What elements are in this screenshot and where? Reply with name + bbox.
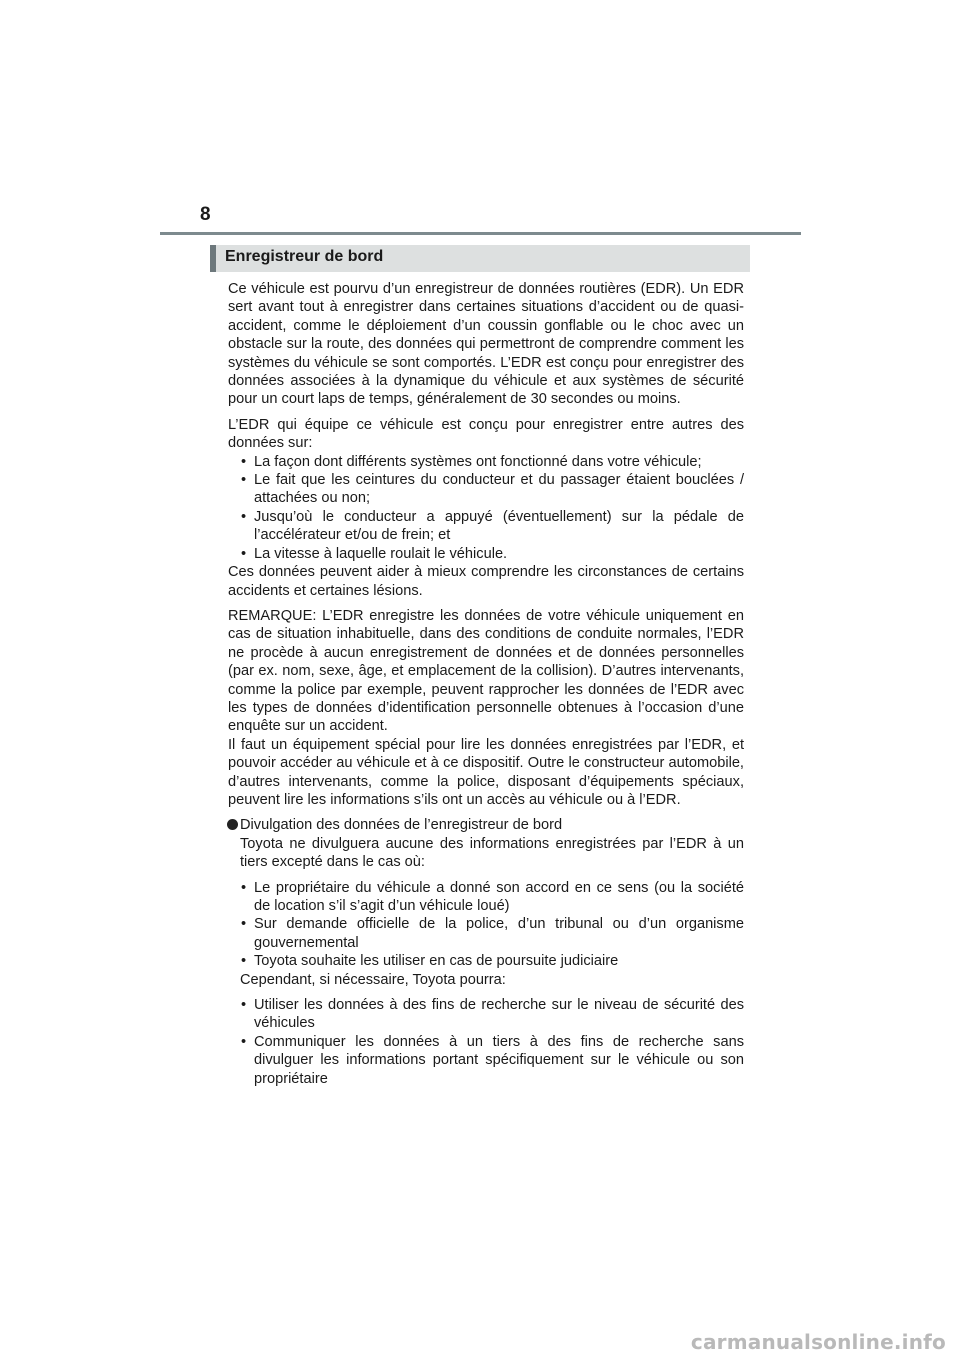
list-item: • Jusqu’où le conducteur a appuyé (éventuellement) sur la pédale de l’accélérateur et/ou de frein; et — [241, 508, 744, 545]
header-rule — [160, 232, 801, 235]
list-item: • Utiliser les données à des fins de recherche sur le niveau de sécurité des véhicules — [241, 996, 744, 1033]
paragraph-remark: REMARQUE: L’EDR enregistre les données de votre véhicule uniquement en cas de situation inhabituelle, dans des conditions de conduite normales, l’EDR ne procède à aucun enregistrement de données et de données personnelles (par ex. nom, sexe, âge, et emplacement de la collision). D’autres intervenants, comme la police par exemple, peuvent rapprocher les données de l’EDR avec les types de données d’identification personnelle obtenues à l’occasion d’une enquête sur un accident. — [228, 607, 744, 735]
toyota-uses-list — [240, 996, 744, 1088]
list-item: • Le propriétaire du véhicule a donné son accord en ce sens (ou la société de location s’il s’agit d’un véhicule loué) — [241, 879, 744, 916]
list-item: • Le fait que les ceintures du conducteur et du passager étaient bouclées / attachées ou non; — [241, 471, 744, 508]
disclosure-conditions-list — [240, 879, 744, 971]
paragraph-however: Cependant, si nécessaire, Toyota pourra: — [240, 971, 506, 988]
paragraph-disclosure: Toyota ne divulguera aucune des informations enregistrées par l’EDR à un tiers excepté dans le cas où: — [240, 835, 744, 871]
paragraph-circumstances: Ces données peuvent aider à mieux comprendre les circonstances de certains accidents et certaines lésions. — [228, 564, 744, 599]
round-bullet-icon — [227, 819, 238, 830]
subsection-title: Divulgation des données de l’enregistreur de bord — [240, 817, 563, 834]
subsection-body — [228, 835, 744, 1088]
body-text — [228, 280, 744, 1088]
paragraph-intro: Ce véhicule est pourvu d’un enregistreur de données routières (EDR). Un EDR sert avant tout à enregistrer dans certaines situations d’accident ou de quasi-accident, comme le déploiement d’un coussin gonflable ou le choc avec un obstacle sur la route, des données qui permettront de comprendre comment les systèmes du véhicule se sont comportés. L’EDR est conçu pour enregistrer des données associées à la dynamique du véhicule et aux systèmes de sécurité pour un court laps de temps, généralement de 30 secondes ou moins. — [228, 281, 744, 408]
page-number: 8 — [200, 204, 211, 225]
list-item: • Sur demande officielle de la police, d’un tribunal ou d’un organisme gouvernemental — [241, 915, 744, 952]
watermark-text: carmanualsonline.info — [690, 1330, 946, 1354]
paragraph-special-equipment: Il faut un équipement spécial pour lire les données enregistrées par l’EDR, et pouvoir accéder au véhicule et à ce dispositif. Outre le constructeur automobile, d’autres intervenants, comme la police, disposant d’équipements spéciaux, peuvent lire les informations s’ils ont un accès au véhicule ou à l’EDR. — [228, 736, 744, 808]
subsection-disclosure — [228, 816, 744, 834]
list-item: • Toyota souhaite les utiliser en cas de poursuite judiciaire — [241, 952, 744, 970]
paragraph-edr-data: L’EDR qui équipe ce véhicule est conçu pour enregistrer entre autres des données sur: — [228, 416, 744, 452]
list-item: • Communiquer les données à un tiers à des fins de recherche sans divulguer les informations portant spécifiquement sur le véhicule ou son propriétaire — [241, 1033, 744, 1088]
section-header — [210, 245, 750, 272]
section-title: Enregistreur de bord — [225, 248, 384, 265]
list-item: • La vitesse à laquelle roulait le véhicule. — [241, 545, 744, 563]
recorded-data-list — [228, 453, 744, 563]
list-item: • La façon dont différents systèmes ont fonctionné dans votre véhicule; — [241, 453, 744, 471]
